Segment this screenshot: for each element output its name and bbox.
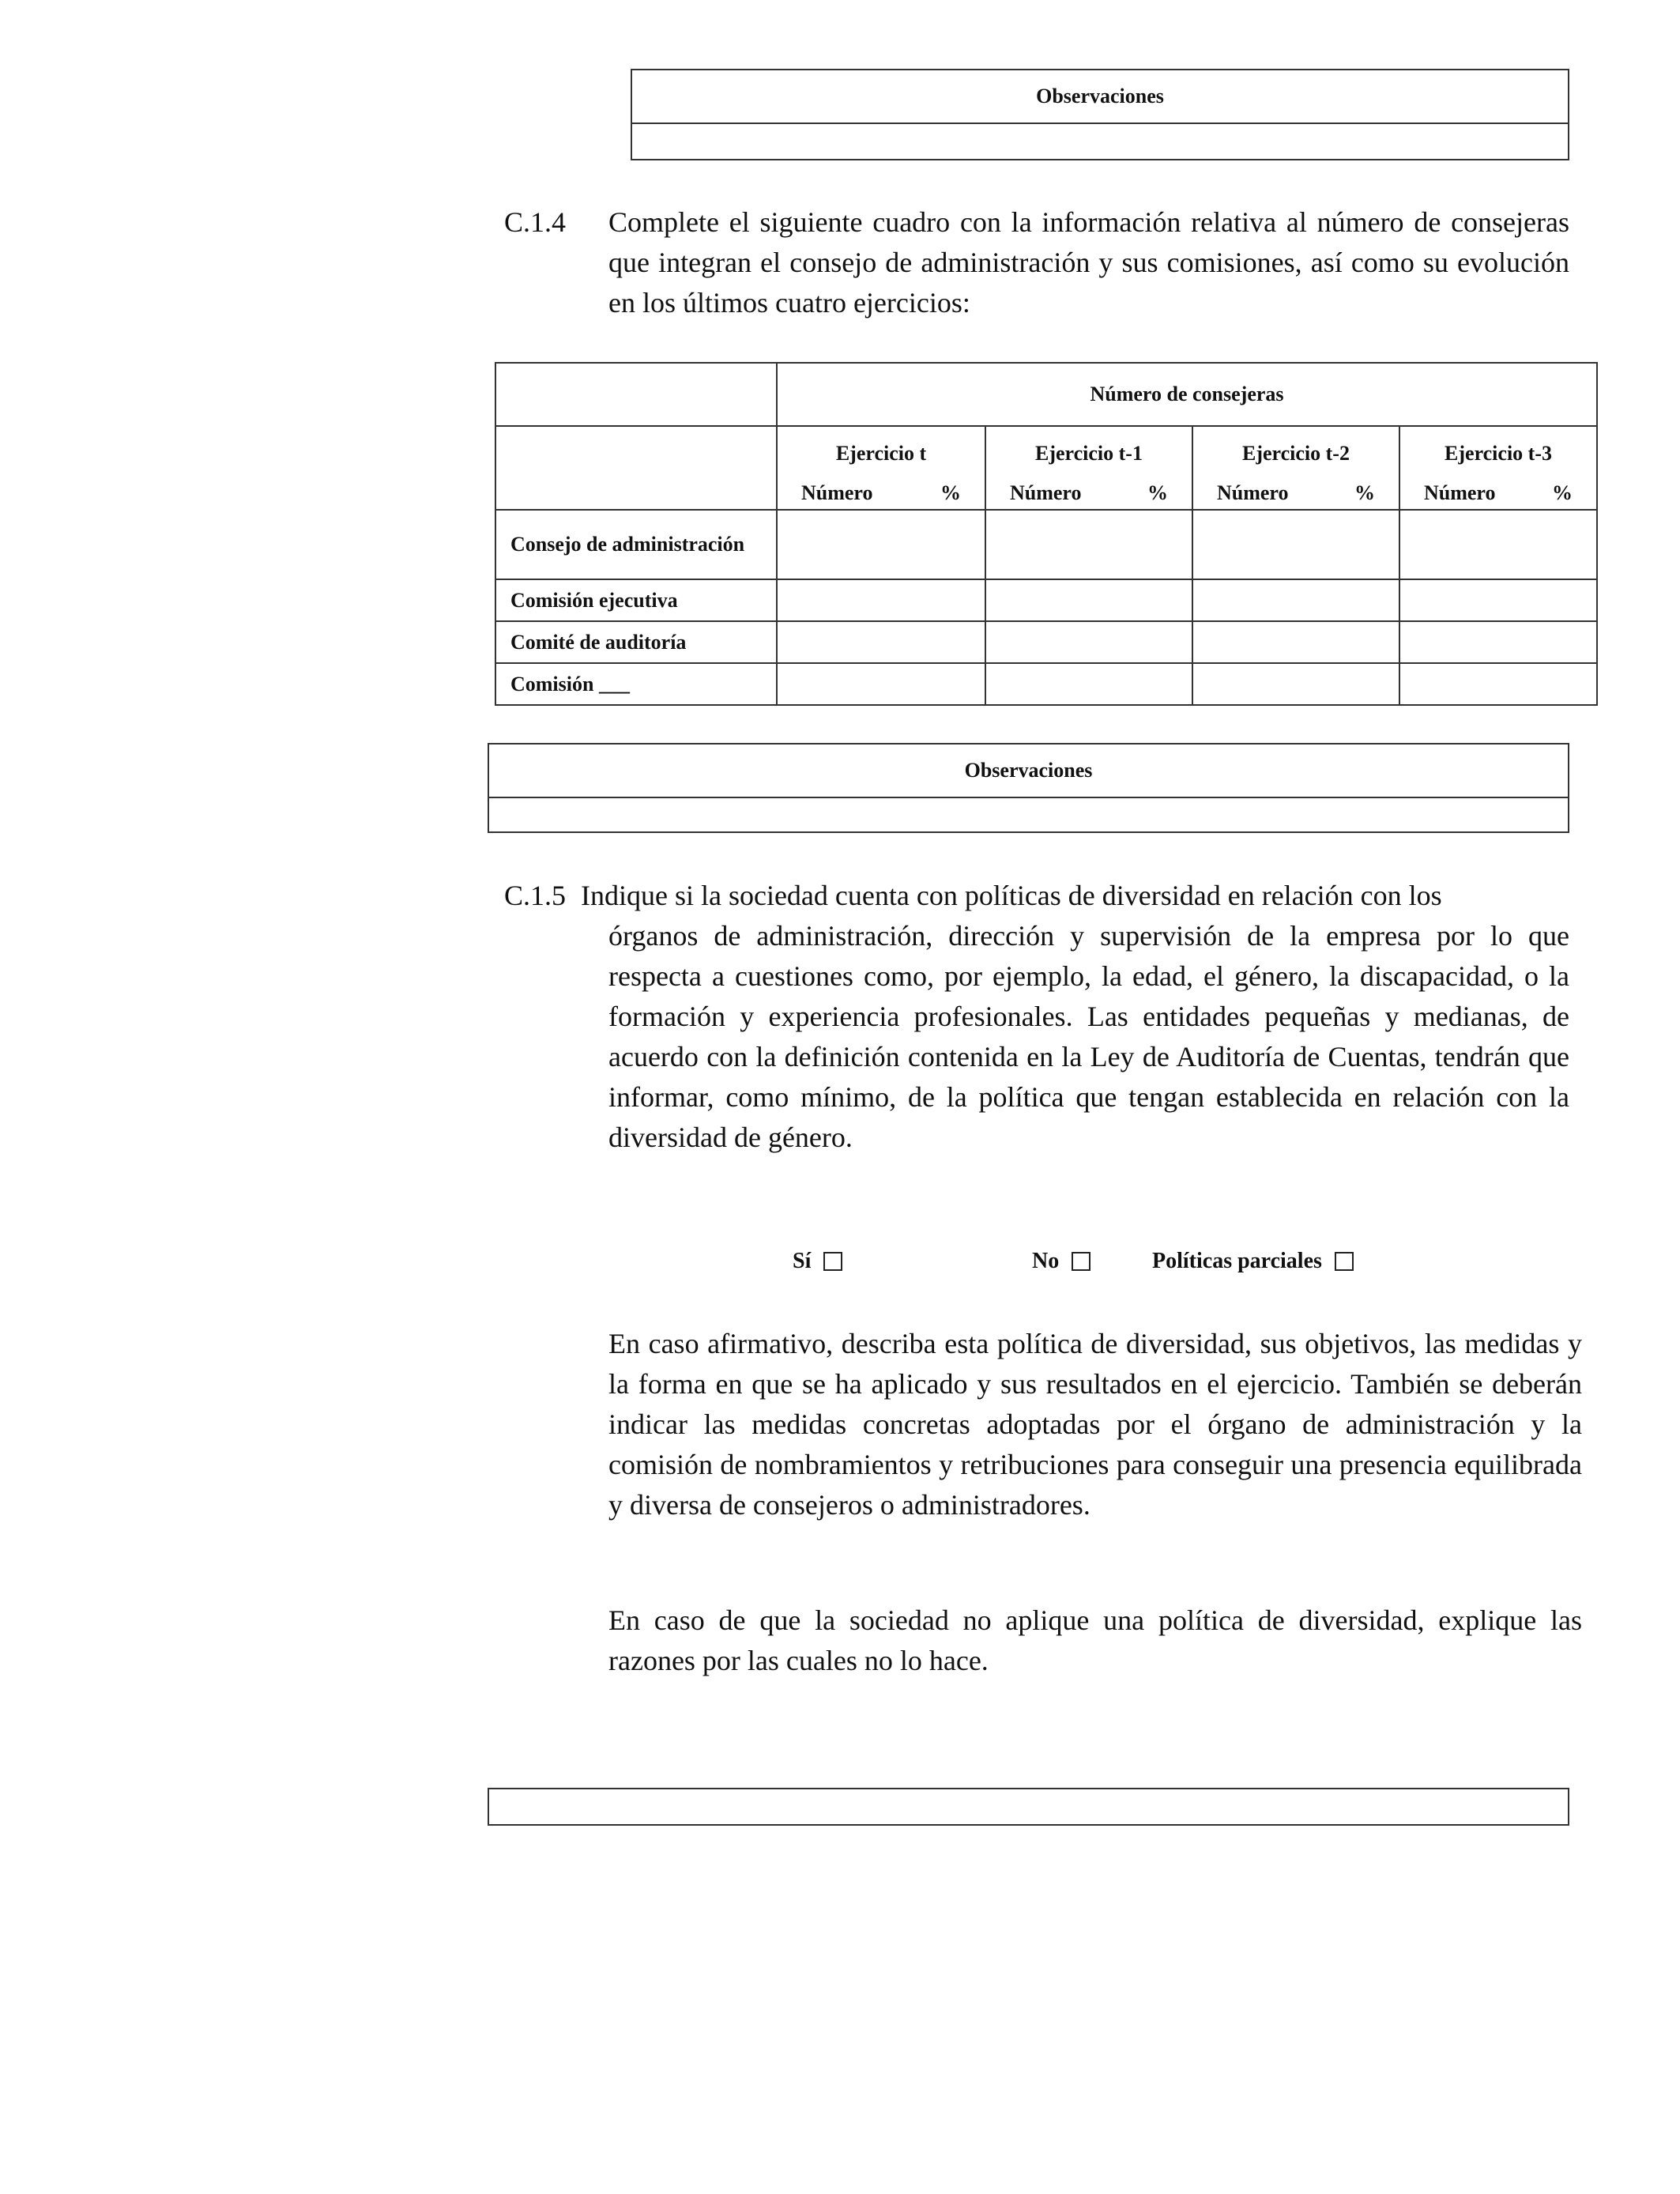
observations-field[interactable] xyxy=(632,124,1568,159)
observations-box-middle xyxy=(488,743,1569,833)
period-header xyxy=(985,426,1192,510)
table-input-cell[interactable] xyxy=(777,579,985,621)
row-label: Comisión ___ xyxy=(495,663,777,705)
table-input-cell[interactable] xyxy=(777,663,985,705)
checkbox-partial[interactable] xyxy=(1335,1252,1354,1271)
table-row xyxy=(495,579,1597,621)
numero-label: Número xyxy=(1217,481,1289,504)
table-input-cell[interactable] xyxy=(1399,579,1597,621)
table-input-cell[interactable] xyxy=(1192,579,1399,621)
option-yes-label: Sí xyxy=(793,1249,812,1273)
table-row xyxy=(495,621,1597,663)
affirmative-paragraph: En caso afirmativo, describa esta política de diversidad, sus objetivos, las medidas y la forma en que se ha aplicado y sus resultados en el ejercicio. También se deberán indicar las medidas concretas adoptadas por el órgano de administración y la comisión de nombramientos y retribuciones para conseguir una presencia equilibrada y diversa de consejeros o administradores. xyxy=(608,1328,1582,1521)
percent-label: % xyxy=(940,481,961,504)
table-input-cell[interactable] xyxy=(777,621,985,663)
table-input-cell[interactable] xyxy=(777,510,985,579)
percent-label: % xyxy=(1354,481,1375,504)
percent-label: % xyxy=(1147,481,1168,504)
option-partial[interactable] xyxy=(1152,1249,1354,1274)
table-input-cell[interactable] xyxy=(1192,621,1399,663)
table-input-cell[interactable] xyxy=(985,579,1192,621)
c15-first-line: Indique si la sociedad cuenta con políticas de diversidad en relación con los xyxy=(581,880,1442,911)
numero-label: Número xyxy=(1424,481,1496,504)
c14-paragraph: Complete el siguiente cuadro con la información relativa al número de consejeras que integran el consejo de administración y sus comisiones, así como su evolución en los últimos cuatro ejercicios: xyxy=(608,206,1569,319)
option-yes[interactable] xyxy=(793,1249,842,1274)
option-partial-label: Políticas parciales xyxy=(1152,1249,1322,1273)
period-header xyxy=(1399,426,1597,510)
checkbox-no[interactable] xyxy=(1072,1252,1090,1271)
checkbox-yes[interactable] xyxy=(823,1252,842,1271)
table-input-cell[interactable] xyxy=(1399,663,1597,705)
table-input-cell[interactable] xyxy=(985,663,1192,705)
period-label: Ejercicio t-2 xyxy=(1242,442,1350,465)
numero-label: Número xyxy=(801,481,873,504)
percent-label: % xyxy=(1552,481,1573,504)
numero-label: Número xyxy=(1010,481,1082,504)
option-no-label: No xyxy=(1032,1249,1060,1273)
period-label: Ejercicio t-1 xyxy=(1035,442,1143,465)
row-label: Consejo de administración xyxy=(495,510,777,579)
period-header xyxy=(777,426,985,510)
table-input-cell[interactable] xyxy=(1399,621,1597,663)
section-number-c15: C.1.5 xyxy=(504,880,567,911)
table-empty-header xyxy=(495,426,777,510)
option-no[interactable] xyxy=(1032,1249,1090,1274)
observations-title: Observaciones xyxy=(632,70,1568,124)
table-input-cell[interactable] xyxy=(985,510,1192,579)
observations-field[interactable] xyxy=(489,798,1568,831)
table-top-header: Número de consejeras xyxy=(777,363,1597,426)
negative-paragraph: En caso de que la sociedad no aplique una política de diversidad, explique las razones por las cuales no lo hace. xyxy=(608,1604,1582,1676)
observations-box-top xyxy=(631,69,1569,160)
period-label: Ejercicio t-3 xyxy=(1445,442,1552,465)
period-label: Ejercicio t xyxy=(835,442,927,465)
observations-title: Observaciones xyxy=(489,745,1568,798)
table-input-cell[interactable] xyxy=(985,621,1192,663)
period-header xyxy=(1192,426,1399,510)
table-input-cell[interactable] xyxy=(1192,510,1399,579)
consejeras-table xyxy=(495,362,1598,706)
table-input-cell[interactable] xyxy=(1399,510,1597,579)
row-label: Comité de auditoría xyxy=(495,621,777,663)
table-input-cell[interactable] xyxy=(1192,663,1399,705)
response-box[interactable] xyxy=(488,1788,1569,1826)
table-row xyxy=(495,663,1597,705)
table-row xyxy=(495,510,1597,579)
c15-paragraph: órganos de administración, dirección y supervisión de la empresa por lo que respecta a cuestiones como, por ejemplo, la edad, el género, la discapacidad, o la formación y experiencia profesionales. Las entidades pequeñas y medianas, de acuerdo con la definición contenida en la Ley de Auditoría de Cuentas, tendrán que informar, como mínimo, de la política que tengan establecida en relación con la diversidad de género. xyxy=(608,920,1569,1153)
row-label: Comisión ejecutiva xyxy=(495,579,777,621)
section-number-c14: C.1.4 xyxy=(504,206,567,238)
table-corner-cell xyxy=(495,363,777,426)
